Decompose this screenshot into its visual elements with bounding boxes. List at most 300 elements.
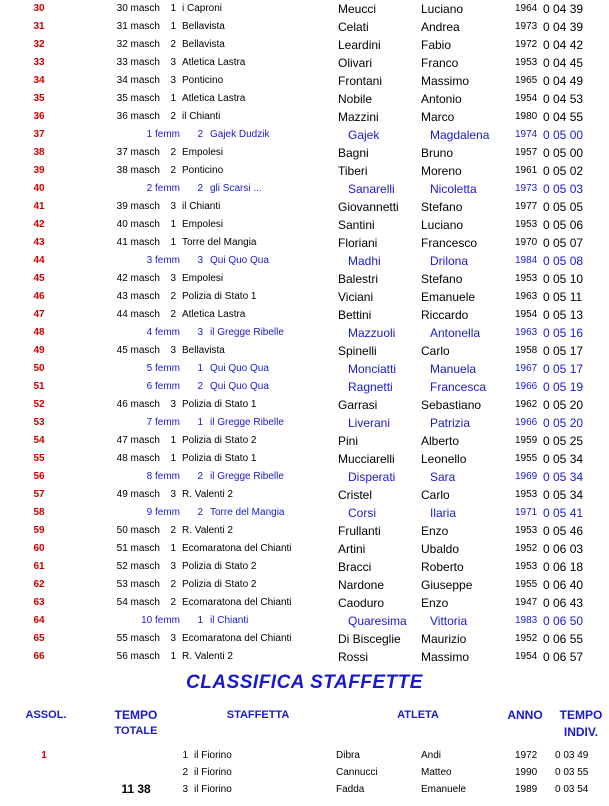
- category: 4 femm: [146, 327, 180, 338]
- team-name: gli Scarsi ...: [210, 183, 262, 194]
- category: 7 femm: [146, 417, 180, 428]
- first-name: Carlo: [421, 488, 450, 502]
- team-number: 2: [170, 39, 176, 50]
- surname: Cristel: [338, 488, 373, 502]
- race-time: 0 05 20: [543, 416, 584, 430]
- first-name: Stefano: [421, 272, 463, 286]
- team-number: 2: [170, 291, 176, 302]
- position: 51: [33, 381, 45, 392]
- position: 60: [33, 543, 45, 554]
- first-name: Maurizio: [421, 632, 467, 646]
- table-row: [0, 234, 609, 252]
- birth-year: 1972: [515, 39, 538, 50]
- category: 49 masch: [116, 489, 160, 500]
- header-tempo-indiv: TEMPO: [559, 708, 603, 722]
- first-name: Magdalena: [430, 128, 490, 142]
- first-name: Riccardo: [421, 308, 469, 322]
- position: 47: [33, 309, 45, 320]
- surname: Madhi: [348, 254, 381, 268]
- team-name: Polizia di Stato 2: [182, 435, 257, 446]
- team-name: il Gregge Ribelle: [210, 417, 284, 428]
- position: 41: [33, 201, 45, 212]
- team-number: 3: [170, 201, 176, 212]
- surname: Ragnetti: [348, 380, 393, 394]
- position: 62: [33, 579, 45, 590]
- relay-year: 1990: [515, 767, 538, 778]
- first-name: Leonello: [421, 452, 467, 466]
- birth-year: 1984: [515, 255, 538, 266]
- table-row: [0, 270, 609, 288]
- category: 54 masch: [116, 597, 160, 608]
- team-number: 3: [170, 345, 176, 356]
- category: 40 masch: [116, 219, 160, 230]
- surname: Sanarelli: [348, 182, 395, 196]
- birth-year: 1953: [515, 489, 538, 500]
- table-row: [0, 288, 609, 306]
- category: 51 masch: [116, 543, 160, 554]
- first-name: Fabio: [421, 38, 452, 52]
- relay-total-time: 11 38: [121, 782, 151, 796]
- first-name: Sara: [430, 470, 456, 484]
- surname: Meucci: [338, 2, 377, 16]
- table-row: [0, 108, 609, 126]
- table-row: [0, 630, 609, 648]
- birth-year: 1947: [515, 597, 538, 608]
- first-name: Marco: [421, 110, 455, 124]
- relay-year: 1989: [515, 784, 538, 795]
- team-name: Torre del Mangia: [182, 237, 257, 248]
- race-time: 0 04 45: [543, 56, 584, 70]
- birth-year: 1980: [515, 111, 538, 122]
- surname: Rossi: [338, 650, 369, 664]
- team-name: Bellavista: [182, 21, 225, 32]
- table-row: [0, 594, 609, 612]
- team-number: 2: [170, 111, 176, 122]
- relay-individual-time: 0 03 55: [555, 767, 589, 778]
- position: 46: [33, 291, 45, 302]
- table-row: [0, 180, 609, 198]
- first-name: Ubaldo: [421, 542, 460, 556]
- surname: Frullanti: [338, 524, 381, 538]
- race-time: 0 04 39: [543, 2, 584, 16]
- team-name: Qui Quo Qua: [210, 381, 269, 392]
- race-time: 0 06 03: [543, 542, 584, 556]
- race-time: 0 04 42: [543, 38, 584, 52]
- surname: Mucciarelli: [338, 452, 395, 466]
- birth-year: 1969: [515, 471, 538, 482]
- relay-surname: Cannucci: [336, 767, 378, 778]
- team-number: 3: [170, 633, 176, 644]
- team-number: 2: [170, 309, 176, 320]
- position: 57: [33, 489, 45, 500]
- team-name: Bellavista: [182, 39, 225, 50]
- first-name: Alberto: [421, 434, 460, 448]
- position: 37: [33, 129, 45, 140]
- race-time: 0 04 49: [543, 74, 584, 88]
- category: 10 femm: [141, 615, 180, 626]
- first-name: Stefano: [421, 200, 463, 214]
- category: 38 masch: [116, 165, 160, 176]
- table-row: [0, 450, 609, 468]
- position: 45: [33, 273, 45, 284]
- position: 30: [33, 3, 45, 14]
- team-number: 2: [170, 579, 176, 590]
- position: 50: [33, 363, 45, 374]
- header-anno: ANNO: [507, 708, 543, 722]
- first-name: Enzo: [421, 596, 449, 610]
- table-row: [0, 324, 609, 342]
- team-number: 1: [170, 453, 176, 464]
- first-name: Andrea: [421, 20, 460, 34]
- team-name: Polizia di Stato 2: [182, 579, 257, 590]
- category: 46 masch: [116, 399, 160, 410]
- team-number: 2: [197, 129, 203, 140]
- team-name: il Gregge Ribelle: [210, 471, 284, 482]
- table-row: [0, 0, 609, 18]
- birth-year: 1967: [515, 363, 538, 374]
- birth-year: 1952: [515, 543, 538, 554]
- table-row: [0, 414, 609, 432]
- race-time: 0 05 17: [543, 344, 584, 358]
- table-row: [0, 18, 609, 36]
- table-row: [0, 360, 609, 378]
- relay-team: il Fiorino: [194, 784, 232, 795]
- first-name: Patrizia: [430, 416, 471, 430]
- table-row: [0, 162, 609, 180]
- relay-first-name: Emanuele: [421, 784, 467, 795]
- header-atleta: ATLETA: [397, 709, 439, 721]
- category: 3 femm: [146, 255, 180, 266]
- position: 58: [33, 507, 45, 518]
- category: 43 masch: [116, 291, 160, 302]
- position: 42: [33, 219, 45, 230]
- position: 59: [33, 525, 45, 536]
- position: 61: [33, 561, 45, 572]
- category: 35 masch: [116, 93, 160, 104]
- birth-year: 1957: [515, 147, 538, 158]
- team-name: Qui Quo Qua: [210, 255, 269, 266]
- surname: Balestri: [338, 272, 379, 286]
- category: 34 masch: [116, 75, 160, 86]
- relay-individual-time: 0 03 54: [555, 784, 589, 795]
- team-name: Atletica Lastra: [182, 57, 246, 68]
- relay-surname: Fadda: [336, 784, 365, 795]
- header-tempo: TEMPO: [114, 708, 158, 722]
- race-time: 0 06 50: [543, 614, 584, 628]
- race-time: 0 04 39: [543, 20, 584, 34]
- race-time: 0 06 40: [543, 578, 584, 592]
- surname: Bettini: [338, 308, 372, 322]
- first-name: Moreno: [421, 164, 462, 178]
- team-number: 1: [170, 543, 176, 554]
- table-row: [0, 306, 609, 324]
- table-row: [0, 126, 609, 144]
- position: 65: [33, 633, 45, 644]
- race-time: 0 05 46: [543, 524, 584, 538]
- first-name: Enzo: [421, 524, 449, 538]
- relay-first-name: Andi: [421, 750, 442, 761]
- team-number: 1: [170, 3, 176, 14]
- birth-year: 1966: [515, 381, 538, 392]
- team-number: 1: [170, 237, 176, 248]
- header-totale: TOTALE: [114, 725, 158, 737]
- surname: Nobile: [338, 92, 373, 106]
- header-assol: ASSOL.: [25, 709, 67, 721]
- team-number: 2: [170, 525, 176, 536]
- surname: Quaresima: [348, 614, 407, 628]
- race-time: 0 05 08: [543, 254, 584, 268]
- surname: Mazzuoli: [348, 326, 396, 340]
- team-name: i Caproni: [182, 3, 223, 14]
- relay-row: [0, 781, 609, 798]
- position: 56: [33, 471, 45, 482]
- category: 5 femm: [146, 363, 180, 374]
- birth-year: 1953: [515, 525, 538, 536]
- team-name: Ecomaratona del Chianti: [182, 543, 292, 554]
- team-name: Empolesi: [182, 273, 224, 284]
- first-name: Massimo: [421, 650, 470, 664]
- team-name: Torre del Mangia: [210, 507, 285, 518]
- team-name: il Chianti: [182, 201, 221, 212]
- team-name: Empolesi: [182, 219, 224, 230]
- team-name: Polizia di Stato 1: [182, 291, 257, 302]
- birth-year: 1973: [515, 21, 538, 32]
- first-name: Emanuele: [421, 290, 476, 304]
- surname: Leardini: [338, 38, 381, 52]
- team-number: 3: [197, 327, 203, 338]
- relay-table: [0, 747, 609, 798]
- category: 52 masch: [116, 561, 160, 572]
- race-time: 0 05 00: [543, 128, 584, 142]
- category: 42 masch: [116, 273, 160, 284]
- team-number: 1: [197, 615, 203, 626]
- relay-team: il Fiorino: [194, 767, 232, 778]
- team-name: il Chianti: [182, 111, 221, 122]
- birth-year: 1966: [515, 417, 538, 428]
- table-row: [0, 36, 609, 54]
- surname: Gajek: [348, 128, 380, 142]
- category: 6 femm: [146, 381, 180, 392]
- team-name: R. Valenti 2: [182, 489, 233, 500]
- position: 43: [33, 237, 45, 248]
- race-time: 0 05 20: [543, 398, 584, 412]
- team-number: 3: [170, 57, 176, 68]
- team-number: 2: [170, 597, 176, 608]
- birth-year: 1965: [515, 75, 538, 86]
- position: 35: [33, 93, 45, 104]
- race-time: 0 05 41: [543, 506, 584, 520]
- team-name: Polizia di Stato 1: [182, 453, 257, 464]
- team-name: Ponticino: [182, 165, 224, 176]
- category: 47 masch: [116, 435, 160, 446]
- race-time: 0 06 55: [543, 632, 584, 646]
- team-name: Empolesi: [182, 147, 224, 158]
- surname: Liverani: [348, 416, 391, 430]
- table-row: [0, 558, 609, 576]
- surname: Viciani: [338, 290, 374, 304]
- race-time: 0 05 25: [543, 434, 584, 448]
- table-row: [0, 504, 609, 522]
- team-number: 1: [170, 435, 176, 446]
- birth-year: 1963: [515, 291, 538, 302]
- first-name: Luciano: [421, 2, 464, 16]
- position: 52: [33, 399, 45, 410]
- surname: Caoduro: [338, 596, 385, 610]
- first-name: Vittoria: [430, 614, 468, 628]
- team-number: 1: [170, 21, 176, 32]
- team-number: 3: [170, 561, 176, 572]
- category: 50 masch: [116, 525, 160, 536]
- position: 36: [33, 111, 45, 122]
- position: 33: [33, 57, 45, 68]
- first-name: Antonio: [421, 92, 462, 106]
- birth-year: 1962: [515, 399, 538, 410]
- category: 2 femm: [146, 183, 180, 194]
- table-row: [0, 522, 609, 540]
- first-name: Carlo: [421, 344, 450, 358]
- position: 64: [33, 615, 45, 626]
- birth-year: 1963: [515, 327, 538, 338]
- surname: Celati: [338, 20, 369, 34]
- race-time: 0 05 13: [543, 308, 584, 322]
- relay-leg: 3: [182, 784, 188, 795]
- birth-year: 1955: [515, 579, 538, 590]
- team-number: 2: [197, 507, 203, 518]
- birth-year: 1953: [515, 561, 538, 572]
- birth-year: 1959: [515, 435, 538, 446]
- first-name: Luciano: [421, 218, 464, 232]
- surname: Bracci: [338, 560, 372, 574]
- race-time: 0 05 10: [543, 272, 584, 286]
- team-number: 2: [197, 381, 203, 392]
- team-number: 3: [170, 75, 176, 86]
- relay-leg: 1: [182, 750, 188, 761]
- position: 39: [33, 165, 45, 176]
- first-name: Sebastiano: [421, 398, 482, 412]
- team-number: 3: [197, 255, 203, 266]
- first-name: Franco: [421, 56, 459, 70]
- category: 56 masch: [116, 651, 160, 662]
- race-time: 0 05 34: [543, 470, 584, 484]
- relay-section-title: CLASSIFICA STAFFETTE: [186, 672, 423, 693]
- surname: Nardone: [338, 578, 385, 592]
- table-row: [0, 468, 609, 486]
- table-row: [0, 612, 609, 630]
- birth-year: 1952: [515, 633, 538, 644]
- race-time: 0 06 57: [543, 650, 584, 664]
- race-time: 0 05 19: [543, 380, 584, 394]
- position: 34: [33, 75, 45, 86]
- first-name: Antonella: [430, 326, 481, 340]
- category: 30 masch: [116, 3, 160, 14]
- category: 31 masch: [116, 21, 160, 32]
- position: 53: [33, 417, 45, 428]
- first-name: Bruno: [421, 146, 454, 160]
- category: 53 masch: [116, 579, 160, 590]
- category: 48 masch: [116, 453, 160, 464]
- birth-year: 1954: [515, 651, 538, 662]
- race-time: 0 05 07: [543, 236, 584, 250]
- surname: Frontani: [338, 74, 383, 88]
- team-number: 1: [170, 93, 176, 104]
- race-time: 0 05 34: [543, 488, 584, 502]
- first-name: Nicoletta: [430, 182, 477, 196]
- table-row: [0, 342, 609, 360]
- birth-year: 1973: [515, 183, 538, 194]
- category: 39 masch: [116, 201, 160, 212]
- category: 1 femm: [146, 129, 180, 140]
- race-time: 0 05 17: [543, 362, 584, 376]
- team-name: R. Valenti 2: [182, 651, 233, 662]
- team-number: 2: [197, 183, 203, 194]
- category: 44 masch: [116, 309, 160, 320]
- table-row: [0, 90, 609, 108]
- race-time: 0 04 53: [543, 92, 584, 106]
- team-name: Polizia di Stato 1: [182, 399, 257, 410]
- team-name: Atletica Lastra: [182, 309, 246, 320]
- team-number: 1: [197, 363, 203, 374]
- position: 55: [33, 453, 45, 464]
- team-name: Ecomaratona del Chianti: [182, 597, 292, 608]
- race-time: 0 04 55: [543, 110, 584, 124]
- surname: Floriani: [338, 236, 378, 250]
- surname: Artini: [338, 542, 366, 556]
- position: 40: [33, 183, 45, 194]
- position: 66: [33, 651, 45, 662]
- birth-year: 1954: [515, 93, 538, 104]
- first-name: Massimo: [421, 74, 470, 88]
- team-name: Bellavista: [182, 345, 225, 356]
- relay-leg: 2: [182, 767, 188, 778]
- team-name: il Gregge Ribelle: [210, 327, 284, 338]
- team-number: 1: [170, 219, 176, 230]
- surname: Tiberi: [338, 164, 368, 178]
- race-time: 0 05 34: [543, 452, 584, 466]
- first-name: Francesco: [421, 236, 478, 250]
- category: 32 masch: [116, 39, 160, 50]
- surname: Olivari: [338, 56, 373, 70]
- surname: Santini: [338, 218, 375, 232]
- race-time: 0 06 43: [543, 596, 584, 610]
- table-row: [0, 252, 609, 270]
- surname: Spinelli: [338, 344, 377, 358]
- position: 49: [33, 345, 45, 356]
- relay-row: [0, 747, 609, 764]
- race-time: 0 06 18: [543, 560, 584, 574]
- team-name: Ecomaratona del Chianti: [182, 633, 292, 644]
- team-number: 2: [170, 165, 176, 176]
- table-row: [0, 54, 609, 72]
- table-row: [0, 378, 609, 396]
- position: 44: [33, 255, 45, 266]
- category: 8 femm: [146, 471, 180, 482]
- table-row: [0, 216, 609, 234]
- relay-row: [0, 764, 609, 781]
- race-time: 0 05 02: [543, 164, 584, 178]
- birth-year: 1953: [515, 57, 538, 68]
- birth-year: 1953: [515, 273, 538, 284]
- birth-year: 1964: [515, 3, 538, 14]
- team-name: il Chianti: [210, 615, 249, 626]
- race-time: 0 05 03: [543, 182, 584, 196]
- team-number: 1: [170, 651, 176, 662]
- table-row: [0, 396, 609, 414]
- race-time: 0 05 05: [543, 200, 584, 214]
- category: 45 masch: [116, 345, 160, 356]
- race-time: 0 05 16: [543, 326, 584, 340]
- table-row: [0, 72, 609, 90]
- surname: Garrasi: [338, 398, 378, 412]
